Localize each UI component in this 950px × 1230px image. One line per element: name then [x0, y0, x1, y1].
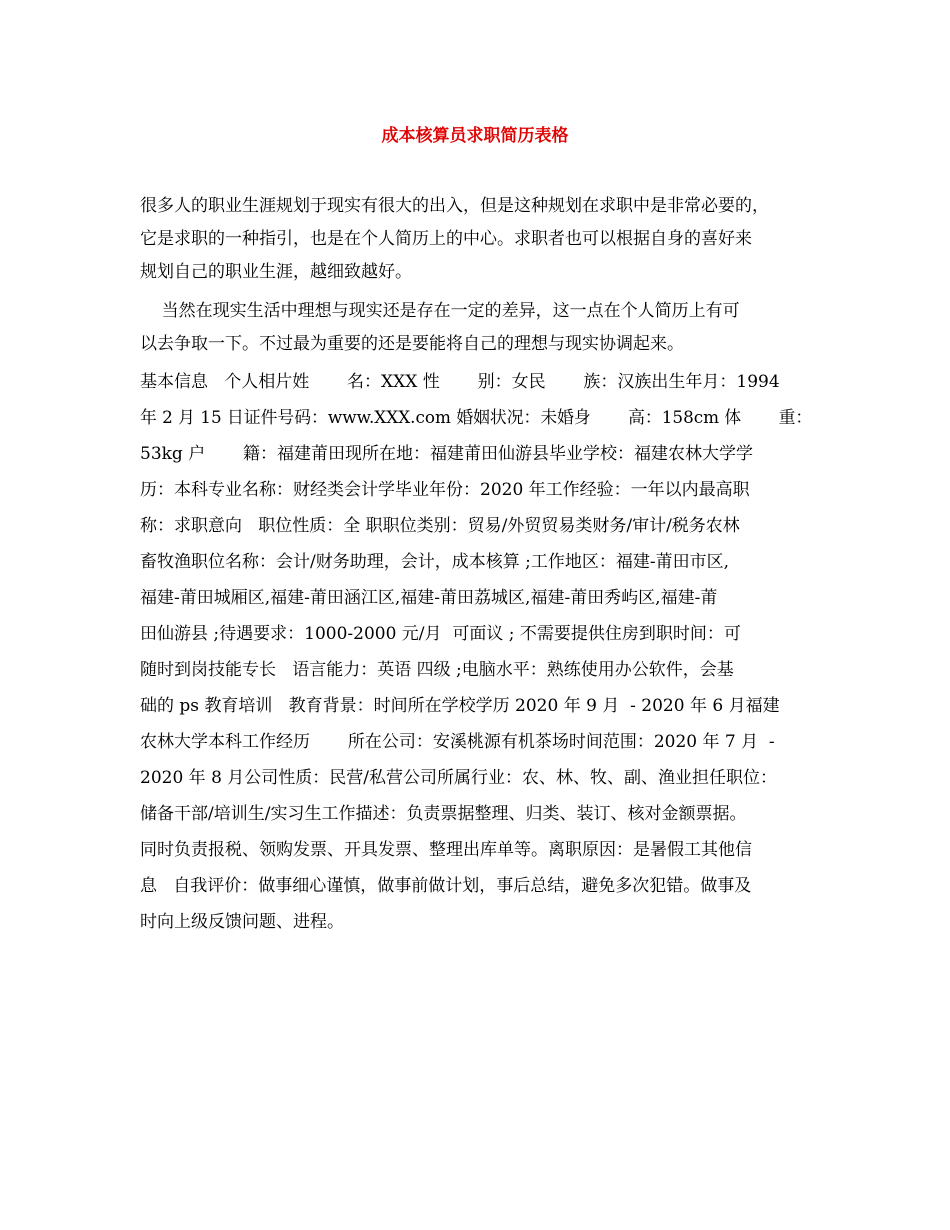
- document-title: 成本核算员求职简历表格: [381, 126, 569, 146]
- body-line: 规划自己的职业生涯，越细致越好。: [140, 262, 412, 282]
- body-line: 田仙游县 ;待遇要求：1000-2000 元/月 可面议 ; 不需要提供住房到职时间：可: [140, 624, 741, 644]
- body-line: 时向上级反馈问题、进程。: [140, 912, 344, 932]
- body-line: 储备干部/培训生/实习生工作描述：负责票据整理、归类、装订、核对金额票据。: [140, 804, 747, 824]
- body-line: 息 自我评价：做事细心谨慎，做事前做计划，事后总结，避免多次犯错。做事及: [140, 876, 752, 896]
- body-line: 当然在现实生活中理想与现实还是存在一定的差异，这一点在个人简历上有可: [140, 301, 740, 321]
- body-line: 基本信息 个人相片姓 名：XXX 性 别：女民 族：汉族出生年月：1994: [140, 372, 780, 392]
- body-line: 年 2 月 15 日证件号码：www.XXX.com 婚姻状况：未婚身 高：158cm 体 重：: [140, 408, 813, 428]
- body-line: 同时负责报税、领购发票、开具发票、整理出库单等。离职原因：是暑假工其他信: [140, 840, 752, 860]
- body-line: 很多人的职业生涯规划于现实有很大的出入，但是这种规划在求职中是非常必要的，: [140, 196, 769, 216]
- body-line: 农林大学本科工作经历 所在公司：安溪桃源有机茶场时间范围：2020 年 7 月 -: [140, 732, 775, 752]
- body-line: 畜牧渔职位名称：会计/财务助理，会计，成本核算 ;工作地区：福建-莆田市区,: [140, 552, 730, 572]
- body-line: 础的 ps 教育培训 教育背景：时间所在学校学历 2020 年 9 月 - 2020 年 6 月福建: [140, 696, 780, 716]
- body-line: 随时到岗技能专长 语言能力：英语 四级 ;电脑水平：熟练使用办公软件，会基: [140, 660, 734, 680]
- body-line: 福建-莆田城厢区,福建-莆田涵江区,福建-莆田荔城区,福建-莆田秀屿区,福建-莆: [140, 588, 718, 608]
- body-line: 历：本科专业名称：财经类会计学毕业年份：2020 年工作经验：一年以内最高职: [140, 480, 750, 500]
- body-line: 它是求职的一种指引，也是在个人简历上的中心。求职者也可以根据自身的喜好来: [140, 229, 752, 249]
- body-line: 以去争取一下。不过最为重要的还是要能将自己的理想与现实协调起来。: [140, 334, 684, 354]
- body-line: 53kg 户 籍：福建莆田现所在地：福建莆田仙游县毕业学校：福建农林大学学: [140, 444, 754, 464]
- body-line: 称：求职意向 职位性质：全 职职位类别：贸易/外贸贸易类财务/审计/税务农林: [140, 516, 740, 536]
- body-line: 2020 年 8 月公司性质：民营/私营公司所属行业：农、林、牧、副、渔业担任职位：: [140, 768, 778, 788]
